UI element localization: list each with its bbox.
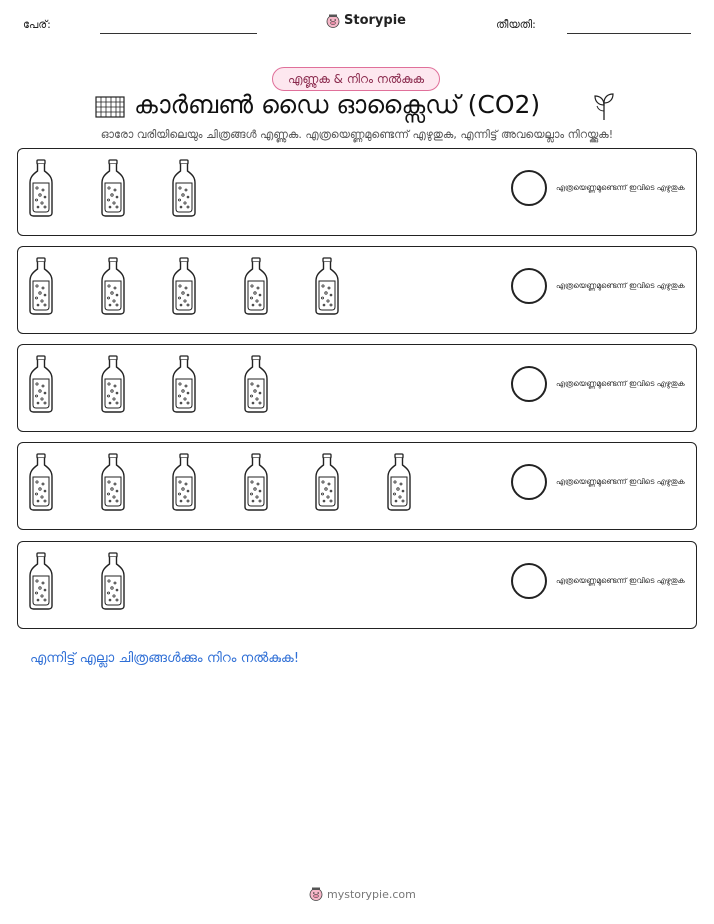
- soda-bottle-icon: [100, 257, 126, 315]
- answer-circle[interactable]: [511, 563, 547, 599]
- soda-bottle-icon: [243, 257, 269, 315]
- answer-circle[interactable]: [511, 366, 547, 402]
- answer-circle[interactable]: [511, 464, 547, 500]
- answer-hint: എത്രയെണ്ണമുണ്ടെന്ന് ഇവിടെ എഴുതുക: [556, 281, 685, 290]
- pig-logo-icon: [309, 887, 323, 901]
- counting-row-1: [17, 148, 697, 236]
- counting-row-5: [17, 541, 697, 629]
- pig-logo-icon: [326, 14, 340, 28]
- instructions: ഓരോ വരിയിലെയും ചിത്രങ്ങൾ എണ്ണുക. എത്രയെണ്ണമുണ്ടെന്ന് എഴുതുക, എന്നിട്ട് അവയെല്ലാം നിറയ്ക്കുക!: [100, 128, 614, 141]
- counting-row-2: [17, 246, 697, 334]
- answer-hint: എത്രയെണ്ണമുണ്ടെന്ന് ഇവിടെ എഴുതുക: [556, 477, 685, 486]
- color-instruction: എന്നിട്ട് എല്ലാ ചിത്രങ്ങൾക്കും നിറം നൽകുക!: [30, 650, 300, 666]
- answer-circle[interactable]: [511, 268, 547, 304]
- answer-hint: എത്രയെണ്ണമുണ്ടെന്ന് ഇവിടെ എഴുതുക: [556, 379, 685, 388]
- soda-bottle-icon: [171, 257, 197, 315]
- soda-bottle-icon: [28, 159, 54, 217]
- soda-bottle-icon: [28, 355, 54, 413]
- answer-hint: എത്രയെണ്ണമുണ്ടെന്ന് ഇവിടെ എഴുതുക: [556, 576, 685, 585]
- title-row: [0, 88, 714, 128]
- footer-site: mystorypie.com: [327, 887, 416, 901]
- counting-row-3: [17, 344, 697, 432]
- sprout-icon: [592, 91, 616, 121]
- soda-bottle-icon: [171, 159, 197, 217]
- brand-logo: [326, 13, 406, 28]
- soda-bottle-icon: [171, 355, 197, 413]
- footer: [309, 887, 416, 901]
- soda-bottle-icon: [100, 453, 126, 511]
- soda-bottle-icon: [28, 453, 54, 511]
- soda-bottle-icon: [28, 552, 54, 610]
- counting-row-4: [17, 442, 697, 530]
- soda-bottle-icon: [100, 355, 126, 413]
- answer-circle[interactable]: [511, 170, 547, 206]
- abacus-icon: [95, 96, 125, 118]
- activity-badge: എണ്ണുക & നിറം നൽകുക: [272, 67, 440, 91]
- name-label: പേര്:: [23, 18, 51, 31]
- date-line[interactable]: [567, 33, 691, 34]
- soda-bottle-icon: [243, 355, 269, 413]
- name-line[interactable]: [100, 33, 257, 34]
- answer-hint: എത്രയെണ്ണമുണ്ടെന്ന് ഇവിടെ എഴുതുക: [556, 183, 685, 192]
- soda-bottle-icon: [314, 257, 340, 315]
- page-title: കാർബൺ ഡൈ ഓക്സൈഡ് (CO2): [134, 90, 541, 119]
- soda-bottle-icon: [314, 453, 340, 511]
- soda-bottle-icon: [28, 257, 54, 315]
- soda-bottle-icon: [100, 552, 126, 610]
- soda-bottle-icon: [100, 159, 126, 217]
- soda-bottle-icon: [386, 453, 412, 511]
- date-label: തീയതി:: [496, 18, 536, 31]
- soda-bottle-icon: [243, 453, 269, 511]
- brand-name: Storypie: [344, 13, 406, 28]
- soda-bottle-icon: [171, 453, 197, 511]
